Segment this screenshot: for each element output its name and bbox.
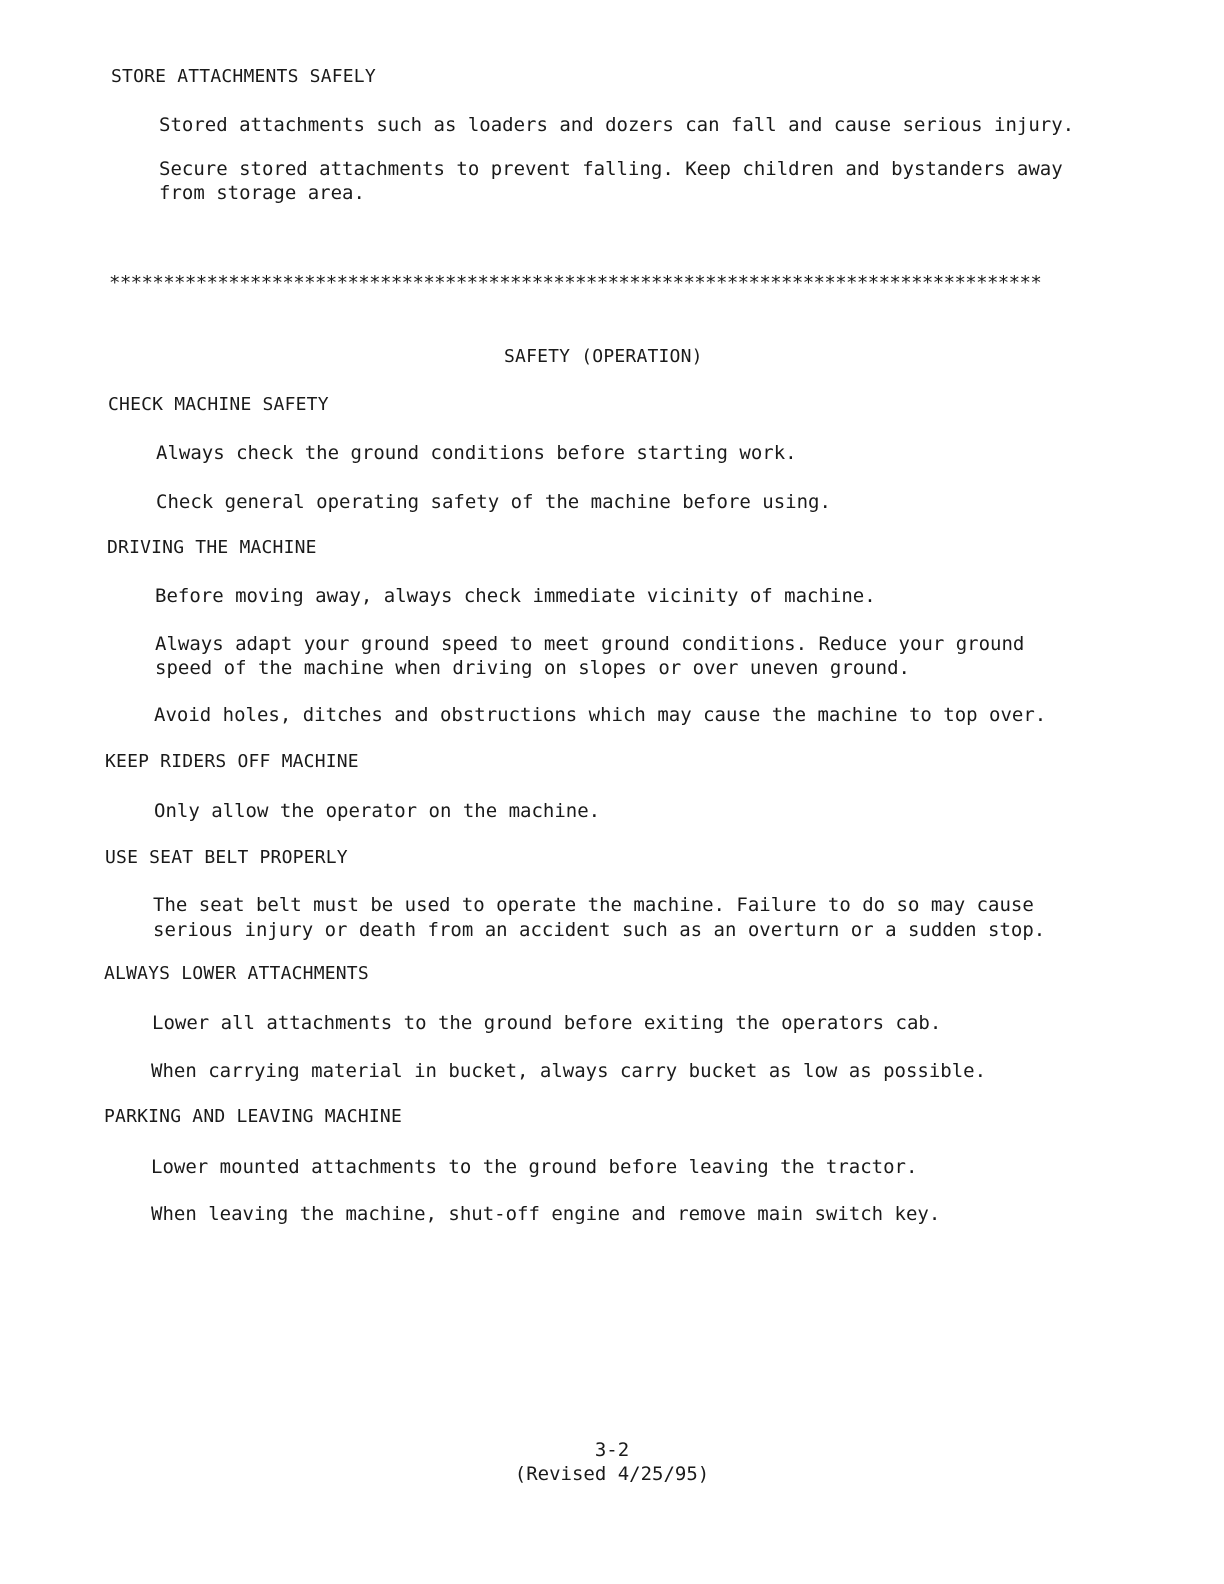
revision-date: (Revised 4/25/95): [514, 1463, 710, 1485]
page-section-title: SAFETY (OPERATION): [504, 346, 703, 367]
paragraph-driving-2-line2: speed of the machine when driving on slopes or over uneven ground.: [155, 657, 910, 679]
paragraph-parking-2: When leaving the machine, shut-off engine and remove main switch key.: [151, 1203, 941, 1225]
section-heading-parking: PARKING AND LEAVING MACHINE: [104, 1106, 402, 1127]
paragraph-store-2-line1: Secure stored attachments to prevent falling. Keep children and bystanders away: [159, 158, 1063, 180]
section-heading-driving: DRIVING THE MACHINE: [107, 537, 317, 558]
asterisk-separator: **************************************************************************************: [109, 272, 1042, 294]
paragraph-check-1: Always check the ground conditions before starting work.: [156, 442, 797, 464]
section-heading-keep-riders-off: KEEP RIDERS OFF MACHINE: [105, 751, 359, 772]
section-heading-store-attachments: STORE ATTACHMENTS SAFELY: [111, 66, 376, 87]
paragraph-seatbelt-line1: The seat belt must be used to operate the machine. Failure to do so may cause: [153, 894, 1034, 916]
section-heading-check-machine: CHECK MACHINE SAFETY: [108, 394, 329, 415]
paragraph-driving-3: Avoid holes, ditches and obstructions which may cause the machine to top over.: [154, 704, 1047, 726]
paragraph-store-2-line2: from storage area.: [159, 182, 365, 204]
paragraph-check-2: Check general operating safety of the machine before using.: [156, 491, 831, 513]
section-heading-lower-attachments: ALWAYS LOWER ATTACHMENTS: [104, 963, 369, 984]
paragraph-driving-2-line1: Always adapt your ground speed to meet ground conditions. Reduce your ground: [155, 633, 1025, 655]
paragraph-lower-2: When carrying material in bucket, always carry bucket as low as possible.: [151, 1060, 987, 1082]
paragraph-lower-1: Lower all attachments to the ground before exiting the operators cab.: [152, 1012, 942, 1034]
paragraph-seatbelt-line2: serious injury or death from an accident such as an overturn or a sudden stop.: [153, 919, 1046, 941]
paragraph-driving-1: Before moving away, always check immediate vicinity of machine.: [155, 585, 876, 607]
paragraph-store-1: Stored attachments such as loaders and dozers can fall and cause serious injury.: [159, 114, 1075, 136]
paragraph-riders-1: Only allow the operator on the machine.: [154, 800, 601, 822]
section-heading-seat-belt: USE SEAT BELT PROPERLY: [105, 847, 348, 868]
page-number: 3-2: [594, 1439, 630, 1461]
paragraph-parking-1: Lower mounted attachments to the ground before leaving the tractor.: [151, 1156, 918, 1178]
